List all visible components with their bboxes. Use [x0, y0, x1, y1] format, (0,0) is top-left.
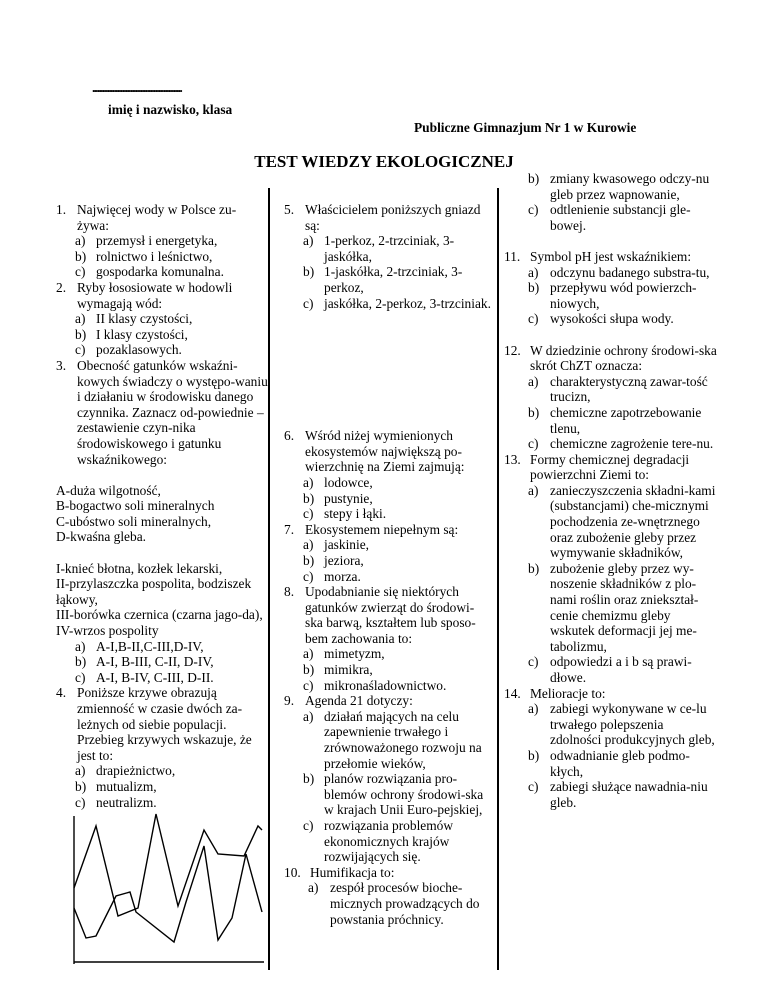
question-number: 1.	[56, 202, 67, 217]
factor-list	[56, 483, 268, 545]
option-letter: b)	[75, 654, 87, 670]
question-9	[284, 693, 492, 865]
question-number: 10.	[284, 864, 301, 880]
option-letter: b)	[303, 771, 315, 787]
option-letter: a)	[75, 638, 86, 654]
population-curve-1	[74, 814, 262, 916]
option-letter: a)	[528, 482, 539, 498]
option-text: jaskinie,	[324, 537, 369, 553]
question-8	[284, 584, 492, 693]
question-number: 5.	[284, 202, 295, 217]
option-text: drapieżnictwo,	[96, 763, 176, 779]
option-letter: c)	[75, 342, 86, 358]
option-letter: b)	[303, 264, 315, 280]
option-text: zanieczyszczenia składni-kami (substancjami) che-micznymi pochodzenia ze-wnętrznego oraz zubożenie gleby przez wymywanie składników,	[550, 482, 716, 561]
option-b[interactable]	[284, 491, 492, 507]
option-c[interactable]	[284, 678, 492, 694]
option-text: jaskółka, 2-perkoz, 3-trzciniak.	[324, 295, 491, 311]
option-a[interactable]	[284, 475, 492, 491]
question-text: Upodabnianie się niektórych gatunków zwierząt do środowi-ska barwą, kształtem lub sposo-bem zachowania to:	[305, 584, 476, 646]
option-a[interactable]	[504, 483, 718, 561]
option-text: stepy i łąki.	[324, 506, 387, 522]
option-text: mimetyzm,	[324, 646, 385, 662]
question-text: Humifikacja to:	[310, 864, 395, 880]
option-c[interactable]	[504, 779, 718, 810]
question-14	[504, 686, 718, 811]
option-letter: b)	[528, 404, 540, 420]
question-text: Poniższe krzywe obrazują zmienność w czasie dwóch za-leżnych od siebie populacji. Przebieg krzywych wskazuje, że jest to:	[77, 685, 252, 763]
question-10	[284, 865, 492, 927]
question-number: 7.	[284, 521, 295, 537]
species-item: II-przylaszczka pospolita, bodziszek łąkowy,	[56, 576, 252, 607]
option-text: zmiany kwasowego odczy-nu gleb przez wapnowanie,	[550, 171, 710, 202]
option-letter: c)	[528, 202, 539, 218]
option-letter: c)	[303, 295, 314, 311]
option-c[interactable]	[504, 202, 718, 233]
option-b[interactable]	[56, 249, 268, 265]
question-number: 9.	[284, 693, 295, 709]
option-c[interactable]	[284, 296, 492, 312]
option-letter: b)	[528, 747, 540, 763]
option-text: gospodarka komunalna.	[96, 264, 224, 280]
option-text: II klasy czystości,	[96, 311, 193, 327]
option-letter: b)	[75, 248, 87, 264]
option-letter: b)	[303, 490, 315, 506]
option-letter: c)	[528, 779, 539, 795]
question-text: Ryby łososiowate w hodowli wymagają wód:	[77, 279, 233, 311]
option-a[interactable]	[504, 374, 718, 405]
option-b[interactable]	[56, 327, 268, 343]
column-2	[284, 202, 492, 927]
option-letter: c)	[303, 568, 314, 584]
option-letter: c)	[75, 794, 86, 810]
column-1	[56, 202, 268, 810]
option-letter: b)	[528, 280, 540, 296]
question-number: 11.	[504, 248, 521, 264]
option-text: 1-jaskółka, 2-trzciniak, 3-perkoz,	[324, 264, 463, 295]
question-text: Melioracje to:	[530, 685, 606, 701]
question-3	[56, 358, 268, 467]
question-number: 12.	[504, 342, 521, 358]
question-12	[504, 343, 718, 452]
option-letter: a)	[303, 646, 314, 662]
option-text: 1-perkoz, 2-trzciniak, 3-jaskółka,	[324, 233, 455, 264]
option-text: lodowce,	[324, 474, 373, 490]
option-letter: a)	[75, 311, 86, 327]
option-letter: b)	[528, 560, 540, 576]
option-text: odpowiedzi a i b są prawi-dłowe.	[550, 654, 692, 685]
option-text: zabiegi wykonywane w ce-lu trwałego polepszenia zdolności produkcyjnych gleb,	[550, 701, 715, 748]
question-text: Właścicielem poniższych gniazd są:	[305, 202, 481, 233]
option-letter: b)	[303, 662, 315, 678]
question-4	[56, 685, 268, 810]
option-letter: a)	[528, 264, 539, 280]
option-letter: a)	[303, 474, 314, 490]
option-a[interactable]	[56, 233, 268, 249]
option-text: wysokości słupa wody.	[550, 311, 674, 327]
option-c[interactable]	[56, 670, 268, 686]
question-number: 8.	[284, 584, 295, 600]
question-7	[284, 522, 492, 584]
question-text: Ekosystemem niepełnym są:	[305, 521, 459, 537]
question-text: Obecność gatunków wskaźni-kowych świadczy o występo-waniu i działaniu w środowisku danego czynnika. Zaznacz od-powiednie –zestawienie czyn-nika środowiskowego i gatunku wskaźnikowego:	[77, 357, 268, 467]
option-b[interactable]	[56, 654, 268, 670]
option-c[interactable]	[504, 311, 718, 327]
option-b[interactable]	[284, 553, 492, 569]
population-curves-figure	[56, 804, 266, 964]
option-c[interactable]	[284, 506, 492, 522]
option-text: A-I, B-III, C-II, D-IV,	[96, 654, 214, 670]
option-letter: a)	[528, 373, 539, 389]
option-a[interactable]	[56, 763, 268, 779]
question-number: 3.	[56, 357, 67, 373]
option-text: mikronaśladownictwo.	[324, 677, 447, 693]
option-a[interactable]	[504, 701, 718, 748]
option-text: rolnictwo i leśnictwo,	[96, 248, 213, 264]
option-text: mutualizm,	[96, 778, 157, 794]
option-text: morza.	[324, 568, 361, 584]
species-list	[56, 561, 268, 639]
column-divider-2	[497, 188, 499, 970]
option-c[interactable]	[504, 654, 718, 685]
option-text: charakterystyczną zawar-tość trucizn,	[550, 373, 708, 405]
option-a[interactable]	[284, 537, 492, 553]
option-letter: b)	[75, 778, 87, 794]
column-divider-1	[268, 188, 270, 970]
option-b[interactable]	[284, 771, 492, 818]
factor-item: D-kwaśna gleba.	[56, 529, 146, 545]
question-text: Wśród niżej wymienionych ekosystemów największą po-wierzchnię na Ziemi zajmują:	[305, 428, 465, 475]
option-text: rozwiązania problemów ekonomicznych krajów rozwijających się.	[324, 818, 454, 865]
option-text: A-I, B-IV, C-III, D-II.	[96, 669, 214, 685]
option-text: jeziora,	[324, 552, 364, 568]
option-text: neutralizm.	[96, 794, 157, 810]
question-number: 2.	[56, 279, 67, 295]
option-letter: c)	[75, 264, 86, 280]
species-item: IV-wrzos pospolity	[56, 623, 159, 639]
factor-item: A-duża wilgotność,	[56, 482, 161, 498]
question-number: 6.	[284, 428, 295, 444]
option-letter: a)	[528, 701, 539, 717]
question-11	[504, 249, 718, 327]
option-a[interactable]	[504, 265, 718, 281]
option-c[interactable]	[284, 818, 492, 865]
species-item: I-knieć błotna, kozłek lekarski,	[56, 560, 223, 576]
column-3	[504, 171, 718, 810]
school-name: Publiczne Gimnazjum Nr 1 w Kurowie	[414, 120, 637, 135]
option-text: działań mających na celu zapewnienie trwałego i zrównoważonego rozwoju na przełomie wieków,	[324, 708, 482, 771]
option-c[interactable]	[56, 342, 268, 358]
question-13	[504, 452, 718, 686]
option-letter: b)	[528, 171, 540, 186]
question-2	[56, 280, 268, 358]
option-text: przepływu wód powierzch-niowych,	[550, 280, 697, 311]
question-3-options	[56, 639, 268, 686]
species-item: III-borówka czernica (czarna jago-da),	[56, 607, 263, 623]
question-text: Najwięcej wody w Polsce zu-żywa:	[77, 202, 237, 233]
option-text: odczynu badanego substra-tu,	[550, 264, 710, 280]
population-curve-2	[74, 846, 262, 942]
option-text: odtlenienie substancji gle-bowej.	[550, 202, 691, 233]
option-text: zubożenie gleby przez wy-noszenie składników z plo-nami roślin oraz zniekształ-cenie chemizmu gleby wskutek deformacji jej me-tabolizmu,	[550, 560, 699, 654]
option-text: przemysł i energetyka,	[96, 233, 218, 249]
option-text: zabiegi służące nawadnia-niu gleb.	[550, 779, 708, 810]
option-letter: a)	[303, 708, 314, 724]
option-c[interactable]	[284, 569, 492, 585]
factor-item: C-ubóstwo soli mineralnych,	[56, 513, 212, 529]
option-text: odwadnianie gleb podmo-kłych,	[550, 747, 690, 779]
option-a[interactable]	[284, 709, 492, 771]
question-6	[284, 428, 492, 522]
option-letter: a)	[303, 233, 314, 249]
name-class-label: imię i nazwisko, klasa	[108, 102, 233, 117]
option-text: chemiczne zapotrzebowanie tlenu,	[550, 404, 702, 436]
option-text: chemiczne zagrożenie tere-nu.	[550, 436, 714, 452]
option-b[interactable]	[284, 264, 492, 295]
factor-item: B-bogactwo soli mineralnych	[56, 498, 215, 514]
question-text: Agenda 21 dotyczy:	[305, 693, 413, 709]
option-b[interactable]	[284, 662, 492, 678]
option-a[interactable]	[56, 639, 268, 655]
test-title: TEST WIEDZY EKOLOGICZNEJ	[254, 152, 514, 171]
option-b[interactable]	[56, 779, 268, 795]
option-text: zespół procesów bioche-micznych prowadzących do powstania próchnicy.	[330, 880, 480, 927]
question-number: 13.	[504, 451, 521, 467]
option-a[interactable]	[284, 646, 492, 662]
option-text: mimikra,	[324, 662, 373, 678]
option-letter: b)	[75, 326, 87, 342]
option-letter: b)	[303, 552, 315, 568]
option-letter: c)	[528, 436, 539, 452]
option-text: A-I,B-II,C-III,D-IV,	[96, 638, 204, 654]
option-letter: c)	[75, 669, 86, 685]
option-b[interactable]	[504, 280, 718, 311]
option-text: planów rozwiązania pro-blemów ochrony środowi-ska w krajach Unii Euro-pejskiej,	[324, 771, 484, 818]
option-b[interactable]	[504, 561, 718, 655]
question-number: 4.	[56, 685, 67, 701]
option-text: pozaklasowych.	[96, 342, 182, 358]
option-text: pustynie,	[324, 490, 373, 506]
option-letter: a)	[308, 880, 319, 896]
option-letter: a)	[75, 763, 86, 779]
option-a[interactable]	[284, 880, 492, 927]
question-text: Symbol pH jest wskaźnikiem:	[530, 248, 692, 264]
question-number: 14.	[504, 685, 521, 701]
option-letter: c)	[303, 818, 314, 833]
question-text: W dziedzinie ochrony środowi-ska skrót ChZT oznacza:	[530, 342, 717, 374]
option-text: I klasy czystości,	[96, 326, 188, 342]
option-letter: c)	[528, 654, 539, 670]
option-b[interactable]	[504, 171, 718, 202]
option-c[interactable]	[504, 436, 718, 452]
question-text: Formy chemicznej degradacji powierzchni Ziemi to:	[530, 451, 690, 483]
option-a[interactable]	[56, 311, 268, 327]
option-letter: a)	[303, 537, 314, 553]
option-letter: c)	[303, 506, 314, 522]
question-1	[56, 202, 268, 280]
option-letter: c)	[528, 311, 539, 327]
name-blank-line: ......................................................	[92, 80, 182, 95]
option-letter: a)	[75, 233, 86, 249]
option-b[interactable]	[504, 748, 718, 779]
option-c[interactable]	[56, 264, 268, 280]
option-b[interactable]	[504, 405, 718, 436]
option-a[interactable]	[284, 233, 492, 264]
option-letter: c)	[303, 677, 314, 693]
question-10-continued	[504, 171, 718, 233]
question-5	[284, 202, 492, 311]
